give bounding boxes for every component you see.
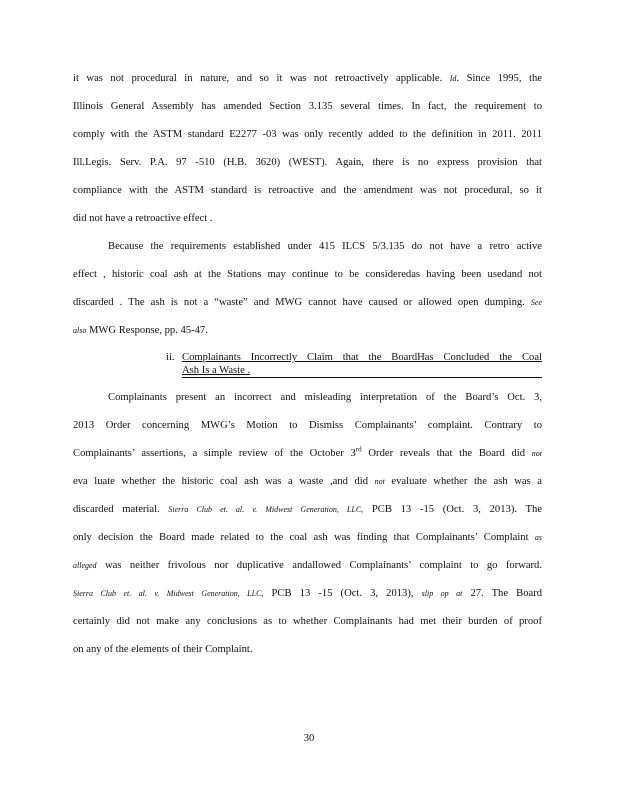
p2-line-4: also MWG Response, pp. 45-47. — [73, 325, 208, 336]
p3-line-10: on any of the elements of their Complaint. — [73, 644, 253, 655]
p3-line-1: Complainants present an incorrect and misleading interpretation of the Board’s Oct. 3, — [108, 392, 542, 403]
section-numeral: ii. — [166, 352, 175, 363]
p1-line-1: it was not procedural in nature, and so it was not retroactively applicable. Id. Since 1995, the — [73, 73, 542, 84]
p1-line-6: did not have a retroactive effect . — [73, 213, 213, 224]
section-heading-line-2: Ash Is a Waste . — [182, 365, 251, 376]
p3-line-7: alleged was neither frivolous nor duplicative andallowed Complainants’ complaint to go forward. — [73, 560, 542, 571]
p2-line-2: effect , historic coal ash at the Stations may continue to be consideredas having been usedand not — [73, 269, 542, 280]
p3-line-5: discarded material. Sierra Club et. al. v. Midwest Generation, LLC, PCB 13 -15 (Oct. 3, 2013). The — [73, 504, 542, 515]
p3-line-2: 2013 Order concerning MWG’s Motion to Dismiss Complainants’ complaint. Contrary to — [73, 420, 542, 431]
p3-line-3: Complainants’ assertions, a simple review of the October 3rd Order reveals that the Board did not — [73, 445, 542, 459]
p2-line-1: Because the requirements established under 415 ILCS 5/3.135 do not have a retro active — [108, 241, 542, 252]
p3-line-8: Sierra Club et. al. v. Midwest Generation, LLC, PCB 13 -15 (Oct. 3, 2013), slip op at 27. The Board — [73, 588, 543, 599]
p1-line-2: Illinois General Assembly has amended Section 3.135 several times. In fact, the requirement to — [73, 101, 542, 112]
section-heading-line-1: Complainants Incorrectly Claim that the BoardHas Concluded the Coal — [182, 352, 542, 363]
p3-line-9: certainly did not make any conclusions as to whether Complainants had met their burden of proof — [73, 616, 542, 627]
p1-line-5: compliance with the ASTM standard is retroactive and the amendment was not procedural, so it — [73, 185, 542, 196]
p3-line-4: eva luate whether the historic coal ash was a waste ,and did not evaluate whether the ash was a — [73, 476, 542, 487]
page-number: 30 — [303, 733, 315, 744]
p2-line-3: discarded . The ash is not a “waste” and MWG cannot have caused or allowed open dumping. See — [73, 297, 542, 308]
p3-line-6: only decision the Board made related to the coal ash was finding that Complainants’ Complaint as — [73, 532, 542, 543]
p1-line-4: Ill.Legis. Serv. P.A. 97 -510 (H.B. 3620) (WEST). Again, there is no express provision that — [73, 157, 542, 168]
heading-underline — [182, 377, 542, 378]
p1-line-3: comply with the ASTM standard E2277 -03 was only recently added to the definition in 2011. 2011 — [73, 129, 542, 140]
